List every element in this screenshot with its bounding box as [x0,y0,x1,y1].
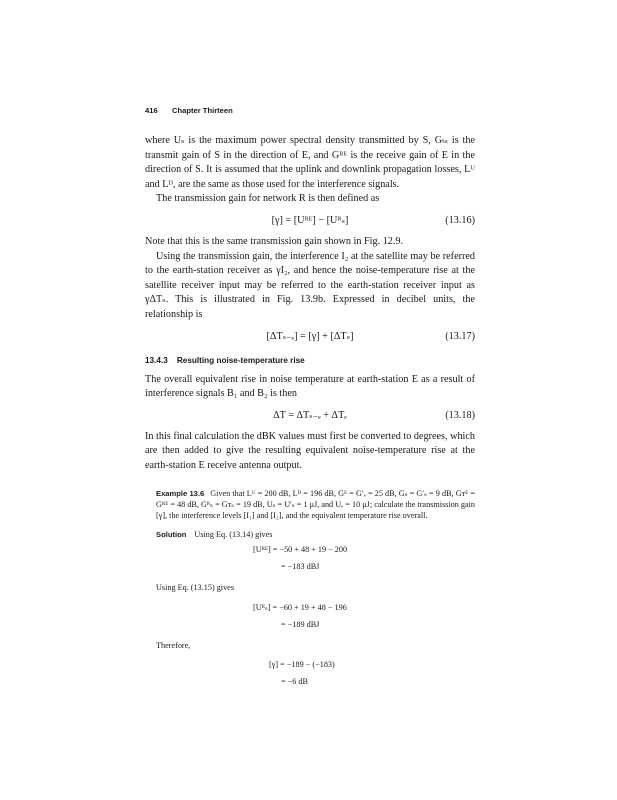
solution-intro-text: Using Eq. (13.14) gives [194,530,273,540]
solution-label: Solution [156,530,187,540]
calc-expression: [Uᴿₛ] = −60 + 19 + 48 − 196 [253,602,347,612]
section-title: Resulting noise-temperature rise [176,355,305,365]
final-paragraph: In this final calculation the dBK values must first be converted to degrees, which are then added to give the resulting equivalent noise-temperature rise at the earth-station E receive antenna output. [145,430,475,471]
calc-line [156,657,475,672]
calc-result: = −6 dB [281,676,308,686]
overall-paragraph: The overall equivalent rise in noise temperature at earth-station E as a result of interference signals B₁ and B₂ is then [145,373,475,400]
chapter-title: Chapter Thirteen [172,106,233,115]
intro-paragraph: where Uₛ is the maximum power spectral density transmitted by S, Gₜₛ is the transmit gain of S in the direction of E, and Gᴿᴱ is the receive gain of E in the direction of S. It is assumed that the uplink and downlink propagation losses, Lᵁ and Lᴰ, are the same as those used for the interference signals. [145,135,475,190]
running-header [145,106,475,118]
page-number: 416 [145,106,158,115]
equation-13-16 [145,213,475,229]
example-block [145,488,475,689]
calc-line [156,617,475,632]
calc-line [156,542,475,557]
calc-expression: [γ] = −189 − (−183) [269,659,335,669]
calc-line [156,674,475,689]
calc-result: = −183 dBJ [281,562,320,572]
gain-intro: The transmission gain for network R is then defined as [156,193,380,205]
solution-mid-text: Using Eq. (13.15) gives [156,583,235,593]
equation-13-18 [145,408,475,424]
transmission-gain-paragraph: Using the transmission gain, the interference I₂ at the satellite may be referred to the earth-station receiver as γI₂, and hence the noise-temperature rise at the satellite receiver input may be referred to the earth-station receiver input as γΔTₛ. This is illustrated in Fig. 13.9b. Expressed in decibel units, the relationship is [145,250,475,320]
example-label: Example 13.6 [156,488,205,498]
equation-number: (13.17) [445,330,475,342]
page-body [145,134,475,691]
equation-body: [ΔTₛ₋ₑ] = [γ] + [ΔTₛ] [266,330,354,342]
equation-13-17 [145,329,475,345]
equation-number: (13.16) [445,214,475,226]
example-text: Given that Lᵁ = 200 dB, Lᴰ = 196 dB, Gᴱ = G′ₑ = 25 dB, Gₛ = G′ₛ = 9 dB, Gᴛᴱ = Gᴿᴱ = 48 dB, Gᴿₛ = Gᴛₛ = 19 dB, Uₛ = U′ₛ = 1 μJ, and Uₑ = 10 μJ; calculate the transmission gain [γ], the interference levels [I₁] and [I₂], and the equivalent temperature rise overall. [156,488,476,520]
calc-expression: [Uᴿᴱ] = −50 + 48 + 19 − 200 [253,545,348,555]
calc-result: = −189 dBJ [281,619,320,629]
section-heading [145,355,475,367]
example-statement [156,488,475,522]
note-paragraph: Note that this is the same transmission gain shown in Fig. 12.9. [145,235,404,247]
equation-body: ΔT = ΔTₛ₋ₑ + ΔTₑ [273,409,347,421]
solution-intro [156,529,475,540]
section-number: 13.4.3 [145,355,168,365]
calc-line [156,600,475,615]
equation-number: (13.18) [445,409,475,421]
equation-body: [γ] = [Uᴿᴱ] − [Uᴿₛ] [271,214,349,226]
calc-line [156,559,475,574]
therefore-text: Therefore, [156,640,191,650]
